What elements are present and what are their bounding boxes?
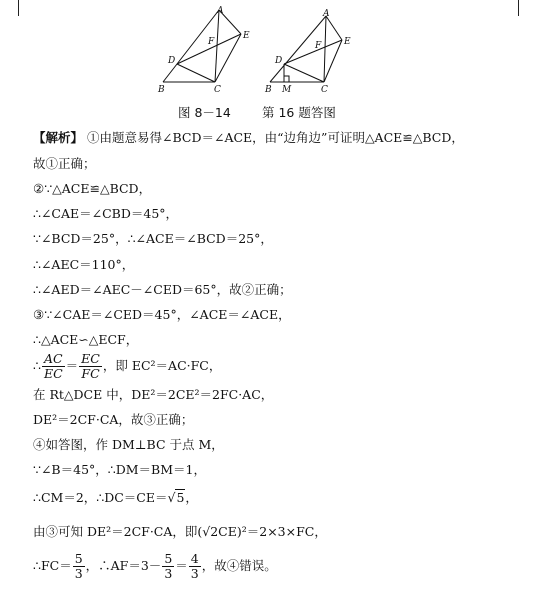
label-E: E — [243, 31, 250, 41]
label-D: D — [275, 56, 283, 66]
solution-header: 【解析】 — [33, 130, 84, 145]
frac-den: EC — [43, 366, 63, 381]
solution-line-4: ∴∠CAE＝∠CBD＝45°， — [33, 206, 179, 221]
frac-den: 3 — [164, 566, 173, 581]
solution-line-6: ∴∠AEC＝110°， — [33, 257, 135, 272]
frac-num: EC — [81, 351, 100, 366]
label-C: C — [321, 85, 328, 94]
therefore-symbol: ∴ — [33, 358, 41, 373]
solution-line-11: 在 Rt△DCE 中，DE²＝2CE²＝2FC·AC， — [33, 387, 274, 402]
solution-line-9: ∴△ACE∽△ECF， — [33, 332, 139, 347]
solution-line-10 — [33, 352, 221, 381]
caption-figure-8-14: 图 8－14 — [178, 105, 231, 120]
caption-answer-figure: 第 16 题答图 — [262, 105, 336, 120]
solution-text-17b: ，∴AF＝3－ — [85, 558, 162, 573]
label-D: D — [168, 56, 176, 66]
frac-num: 5 — [74, 551, 83, 566]
frac-den: FC — [81, 366, 100, 381]
solution-line-15 — [33, 489, 198, 507]
frac-num: AC — [42, 352, 65, 367]
fraction-ac-ec — [42, 352, 65, 381]
solution-text-10: ，即 EC²＝AC·FC， — [102, 358, 222, 373]
equals: ＝ — [175, 558, 188, 573]
equals: ＝ — [65, 358, 79, 373]
frac-num: 5 — [164, 551, 173, 566]
solution-line-17 — [33, 552, 277, 581]
solution-text-17a: ∴FC＝ — [33, 558, 72, 573]
solution-text-1: ①由题意易得∠BCD＝∠ACE，由“边角边”可证明△ACE≌△BCD， — [87, 130, 464, 145]
label-F: F — [315, 41, 322, 51]
label-F: F — [208, 37, 215, 47]
label-B: B — [265, 85, 272, 94]
solution-line-5: ∵∠BCD＝25°，∴∠ACE＝∠BCD＝25°， — [33, 231, 273, 246]
solution-line-3: ②∵△ACE≌△BCD， — [33, 181, 152, 196]
figure-answer-16 — [262, 4, 362, 94]
frac-num: 4 — [190, 551, 199, 566]
fraction-4-3 — [189, 552, 201, 581]
sqrt-radicand: 5 — [176, 490, 185, 505]
solution-line-13: ④如答图，作 DM⊥BC 于点 M， — [33, 437, 224, 452]
label-E: E — [344, 37, 351, 47]
label-C: C — [214, 85, 221, 94]
fraction-ec-fc — [79, 352, 102, 381]
frac-den: 3 — [190, 566, 199, 581]
solution-line-7: ∴∠AED＝∠AEC－∠CED＝65°，故②正确； — [33, 282, 292, 297]
solution-line-8: ③∵∠CAE＝∠CED＝45°，∠ACE＝∠ACE， — [33, 307, 291, 322]
fraction-5-3 — [73, 552, 85, 581]
label-A: A — [323, 9, 330, 19]
solution-line-2: 故①正确； — [33, 156, 96, 171]
solution-text-17d: ，故④错误。 — [201, 558, 277, 573]
solution-line-12: DE²＝2CF·CA，故③正确； — [33, 412, 194, 427]
solution-text-15-end: ， — [185, 490, 198, 505]
fraction-5-3-b — [162, 552, 174, 581]
label-M: M — [282, 85, 292, 94]
solution-text-15: ∴CM＝2，∴DC＝CE＝√ — [33, 490, 176, 505]
frame-right-edge — [518, 0, 519, 16]
label-A: A — [217, 6, 224, 16]
solution-line-16: 由③可知 DE²＝2CF·CA，即(√2CE)²＝2×3×FC， — [33, 524, 327, 539]
frame-left-edge — [18, 0, 19, 16]
solution-line-1 — [33, 129, 464, 147]
figure-8-14 — [155, 4, 255, 94]
label-B: B — [158, 85, 165, 94]
solution-line-14: ∵∠B＝45°，∴DM＝BM＝1， — [33, 462, 206, 477]
frac-den: 3 — [74, 566, 83, 581]
